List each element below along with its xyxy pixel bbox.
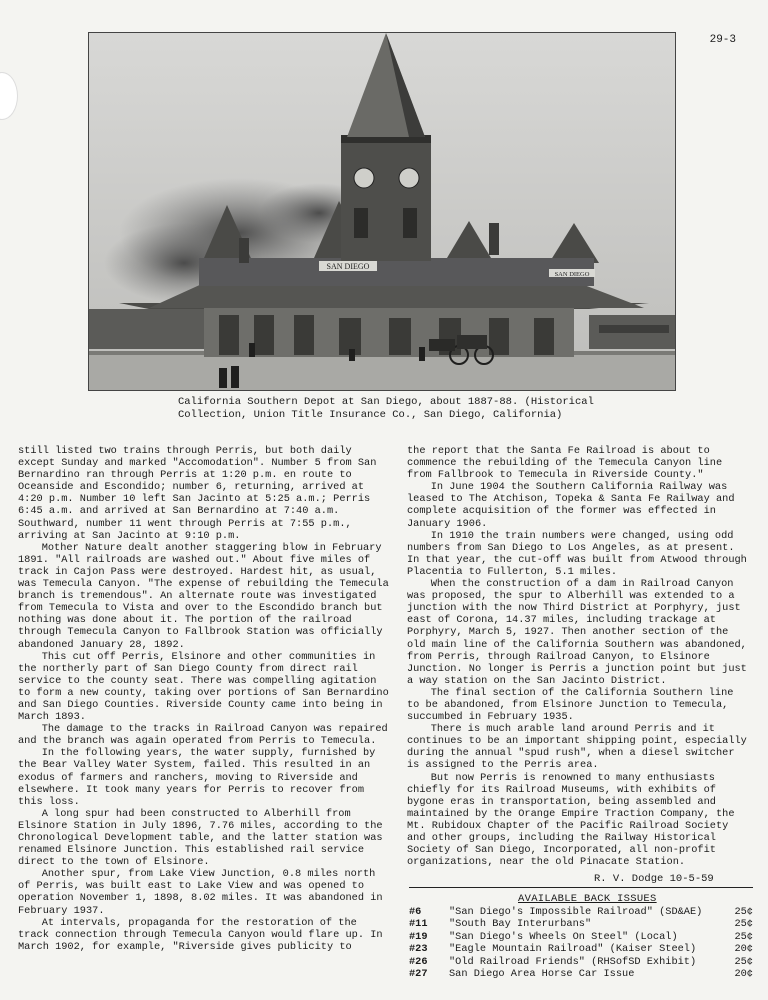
list-item <box>409 906 753 918</box>
paragraph: There is much arable land around Perris and it continues to be an important shipping point, especially during the annual "spud rush", when a diesel switcher is assigned to the Perris area. <box>407 723 747 772</box>
issue-number: #23 <box>409 943 428 956</box>
issue-title: "Eagle Mountain Railroad" (Kaiser Steel) <box>449 943 697 956</box>
paragraph: Mother Nature dealt another staggering blow in February 1891. "All railroads are washed out." About five miles of track in Cajon Pass were destroyed. Hardest hit, as usual, was Temecula Canyon. "The expense of rebuilding the Temecula branch is tremendous". An alternate route was investigated from Temecula to Vista and over to the Escondido branch but nothing was done about it. The portion of the railroad through Temecula Canyon to Fallbrook Station was officially abandoned January 28, 1892. <box>18 541 389 651</box>
issue-number: #19 <box>409 930 428 943</box>
paragraph: The damage to the tracks in Railroad Canyon was repaired and the branch was again operated from Perris to Temecula. <box>18 723 388 748</box>
left-column <box>18 445 390 953</box>
issue-title: "San Diego's Wheels On Steel" (Local) <box>449 930 678 943</box>
issue-price: 25¢ <box>734 906 753 918</box>
list-item <box>409 931 753 943</box>
paragraph: This cut off Perris, Elsinore and other communities in the northerly part of San Diego County from direct rail service to the county seat. There was compelling agitation to form a new county, taking over portions of San Bernardino and San Diego Counties. Riverside County came into being in March 1893. <box>18 650 389 724</box>
issue-price: 25¢ <box>734 918 753 931</box>
paragraph: At intervals, propaganda for the restoration of the track connection through Temecula Canyon would flare up. In March 1902, for example, "Riverside gives publicity to <box>18 916 383 953</box>
paragraph: In the following years, the water supply, furnished by the Bear Valley Water System, failed. This resulted in an exodus of farmers and ranchers, moving to Riverside and elsewhere. It took many years for Perris to recover from this loss. <box>18 747 376 808</box>
list-item <box>409 956 753 968</box>
paragraph: In 1910 the train numbers were changed, using odd numbers from San Diego to Los Angeles, as at present. In that year, the cut-off was built from Atwood through Placentia to Fullerton, 5.1 miles. <box>407 529 747 578</box>
back-issues-heading: AVAILABLE BACK ISSUES <box>518 893 657 905</box>
page-number: 29-3 <box>709 34 736 46</box>
divider <box>409 887 753 888</box>
issue-price: 20¢ <box>734 968 753 981</box>
issue-title: San Diego Area Horse Car Issue <box>449 968 635 981</box>
issue-price: 20¢ <box>734 943 753 956</box>
depot-sign-left: SAN DIEGO <box>326 262 370 271</box>
back-issues-list <box>409 906 753 980</box>
issue-title: "San Diego's Impossible Railroad" (SD&AE) <box>449 906 703 918</box>
right-column <box>407 445 751 868</box>
issue-title: "Old Railroad Friends" (RHSofSD Exhibit) <box>449 955 697 968</box>
list-item <box>409 968 753 980</box>
paragraph: A long spur had been constructed to Alberhill from Elsinore Station in July 1896, 7.76 miles, according to the Chronological Development table, and the latter station was renamed Elsinore Junction. This established rail service direct to the town of Elsinore. <box>18 807 383 869</box>
list-item <box>409 918 753 930</box>
paragraph: the report that the Santa Fe Railroad is about to commence the rebuilding of the Temecula Canyon line from Fallbrook to Temecula in Riverside County." <box>407 445 723 482</box>
depot-sign-right: SAN DIEGO <box>554 271 590 278</box>
paragraph: The final section of the California Southern line to be abandoned, from Elsinore Junction to Temecula, succumbed in February 1935. <box>407 686 734 724</box>
issue-number: #11 <box>409 918 428 931</box>
paragraph: When the construction of a dam in Railroad Canyon was proposed, the spur to Alberhill was extended to a junction with the now Third District at Porphyry, just east of Corona, 14.37 miles, including trackage at Porphyry, March 5, 1927. Then another section of the old main line of the California Southern was abandoned, from Perris, through Railroad Canyon, to Elsinore Junction. No longer is Perris a junction point but just a way station on the San Jacinto District. <box>407 578 747 687</box>
paragraph: Another spur, from Lake View Junction, 0.8 miles north of Perris, was built east to Lake View and was opened to operation November 1, 1898, 8.02 miles. It was abandoned in February 1937. <box>18 868 383 917</box>
paragraph: But now Perris is renowned to many enthusiasts chiefly for its Railroad Museums, with exhibits of bygone eras in transportation, being assembled and maintained by the Orange Empire Traction Company, the Mt. Rubidoux Chapter of the Pacific Railroad Society and other groups, including the Railway Historical Society of San Diego, Incorporated, all non-profit organizations, near the old Pinacate Station. <box>407 771 735 869</box>
paragraph: In June 1904 the Southern California Railway was leased to The Atchison, Topeka & Santa Fe Railway and complete acquisition of the former was effected in January 1906. <box>407 481 735 530</box>
paragraph: still listed two trains through Perris, but both daily except Sunday and marked "Accomodation". Number 5 from San Bernardino ran through Perris at 1:20 p.m. en route to Oceanside and Escondido; number 6, returning, arrived at 4:20 p.m. Number 10 left San Jacinto at 5:25 a.m.; Perris 6:45 a.m. and arrived at San Bernardino at 7:40 a.m. Southward, number 11 went through Perris at 7:55 p.m., arriving at San Jacinto at 9:10 p.m. <box>18 445 377 542</box>
author-signature: R. V. Dodge 10-5-59 <box>594 873 714 885</box>
photo-caption: California Southern Depot at San Diego, about 1887-88. (Historical Collection, Union Title Insurance Co., San Diego, California) <box>178 396 594 421</box>
issue-number: #27 <box>409 968 428 981</box>
issue-title: "South Bay Interurbans" <box>449 918 592 931</box>
issue-price: 25¢ <box>734 955 753 968</box>
depot-photograph <box>88 32 676 391</box>
issue-price: 25¢ <box>734 930 753 943</box>
list-item <box>409 943 753 955</box>
issue-number: #6 <box>409 906 422 918</box>
issue-number: #26 <box>409 955 428 968</box>
binder-hole <box>0 72 18 120</box>
